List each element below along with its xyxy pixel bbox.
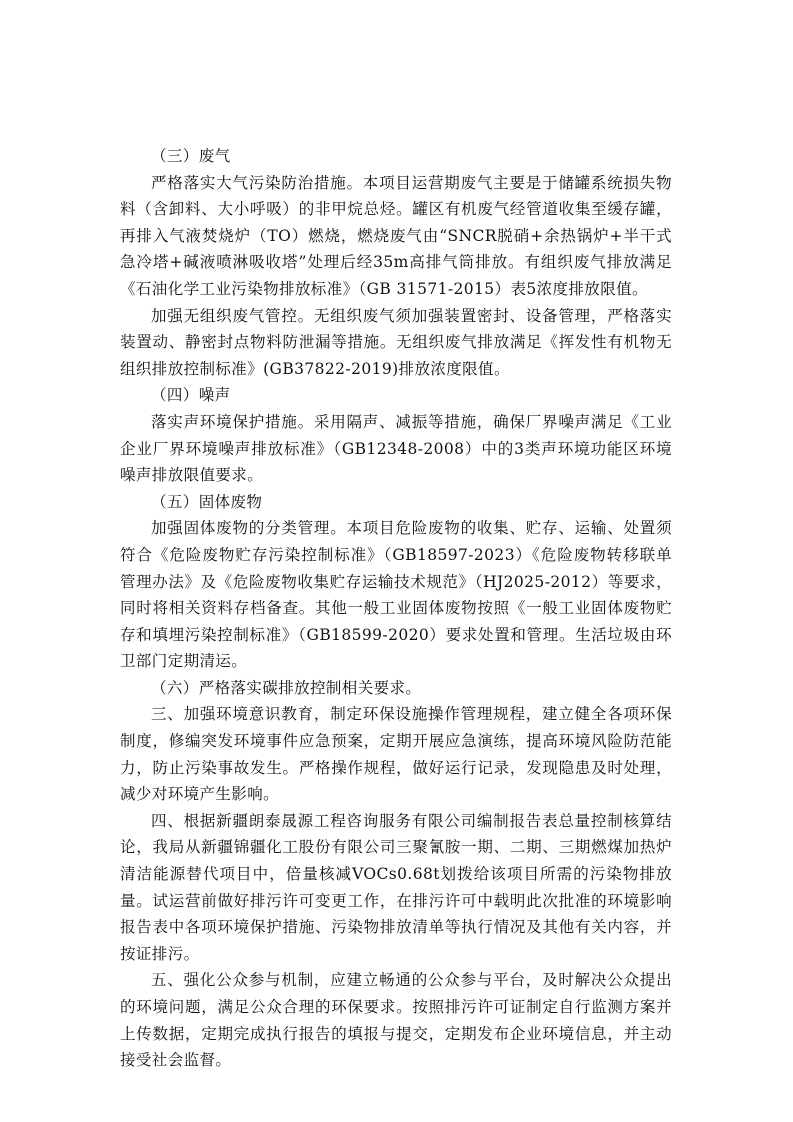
paragraph-solid-waste: 加强固体废物的分类管理。本项目危险废物的收集、贮存、运输、处置须符合《危险废物贮存污染控制标准》（GB18597-2023）《危险废物转移联单管理办法》及《危险废物收集贮存运输技术规范》（HJ2025-2012）等要求，同时将相关资料存档备查。其他一般工业固体废物按照《一般工业固体废物贮存和填埋污染控制标准》（GB18599-2020）要求处置和管理。生活垃圾由环卫部门定期清运。 — [120, 519, 672, 671]
paragraph-item-three: 三、加强环境意识教育，制定环保设施操作管理规程，建立健全各项环保制度，修编突发环境事件应急预案，定期开展应急演练，提高环境风险防范能力，防止污染事故发生。严格操作规程，做好运行记录，发现隐患及时处理，减少对环境产生影响。 — [120, 705, 672, 804]
paragraph-air-pollution: 严格落实大气污染防治措施。本项目运营期废气主要是于储罐系统损失物料（含卸料、大小呼吸）的非甲烷总烃。罐区有机废气经管道收集至缓存罐，再排入气液焚烧炉（TO）燃烧，燃烧废气由“SNCR脱硝+余热锅炉+半干式急冷塔+碱液喷淋吸收塔”处理后经35m高排气筒排放。有组织废气排放满足《石油化学工业污染物排放标准》（GB 31571-2015）表5浓度排放限值。 — [120, 173, 672, 298]
paragraph-item-five: 五、强化公众参与机制，应建立畅通的公众参与平台，及时解决公众提出的环境问题，满足公众合理的环保要求。按照排污许可证制定自行监测方案并上传数据，定期完成执行报告的填报与提交，定期发布企业环境信息，并主动接受社会监督。 — [120, 971, 672, 1070]
section-heading-noise: （四）噪声 — [151, 386, 231, 405]
section-heading-solid-waste: （五）固体废物 — [151, 492, 263, 511]
paragraph-item-four: 四、根据新疆朗泰晟源工程咨询服务有限公司编制报告表总量控制核算结论，我局从新疆锦疆化工股份有限公司三聚氰胺一期、二期、三期燃煤加热炉清洁能源替代项目中，倍量核减VOCs0.68t划拨给该项目所需的污染物排放量。试运营前做好排污许可变更工作，在排污许可中载明此次批准的环境影响报告表中各项环境保护措施、污染物排放清单等执行情况及其他有关内容，并按证排污。 — [120, 811, 672, 963]
document-body — [120, 143, 672, 1074]
paragraph-noise: 落实声环境保护措施。采用隔声、减振等措施，确保厂界噪声满足《工业企业厂界环境噪声排放标准》（GB12348-2008）中的3类声环境功能区环境噪声排放限值要求。 — [120, 412, 672, 485]
section-heading-carbon: （六）严格落实碳排放控制相关要求。 — [151, 678, 422, 697]
section-heading-waste-gas: （三）废气 — [151, 147, 231, 165]
paragraph-fugitive-gas: 加强无组织废气管控。无组织废气须加强装置密封、设备管理，严格落实装置动、静密封点物料防泄漏等措施。无组织废气排放满足《挥发性有机物无组织排放控制标准》(GB37822-2019)排放浓度限值。 — [120, 306, 672, 378]
